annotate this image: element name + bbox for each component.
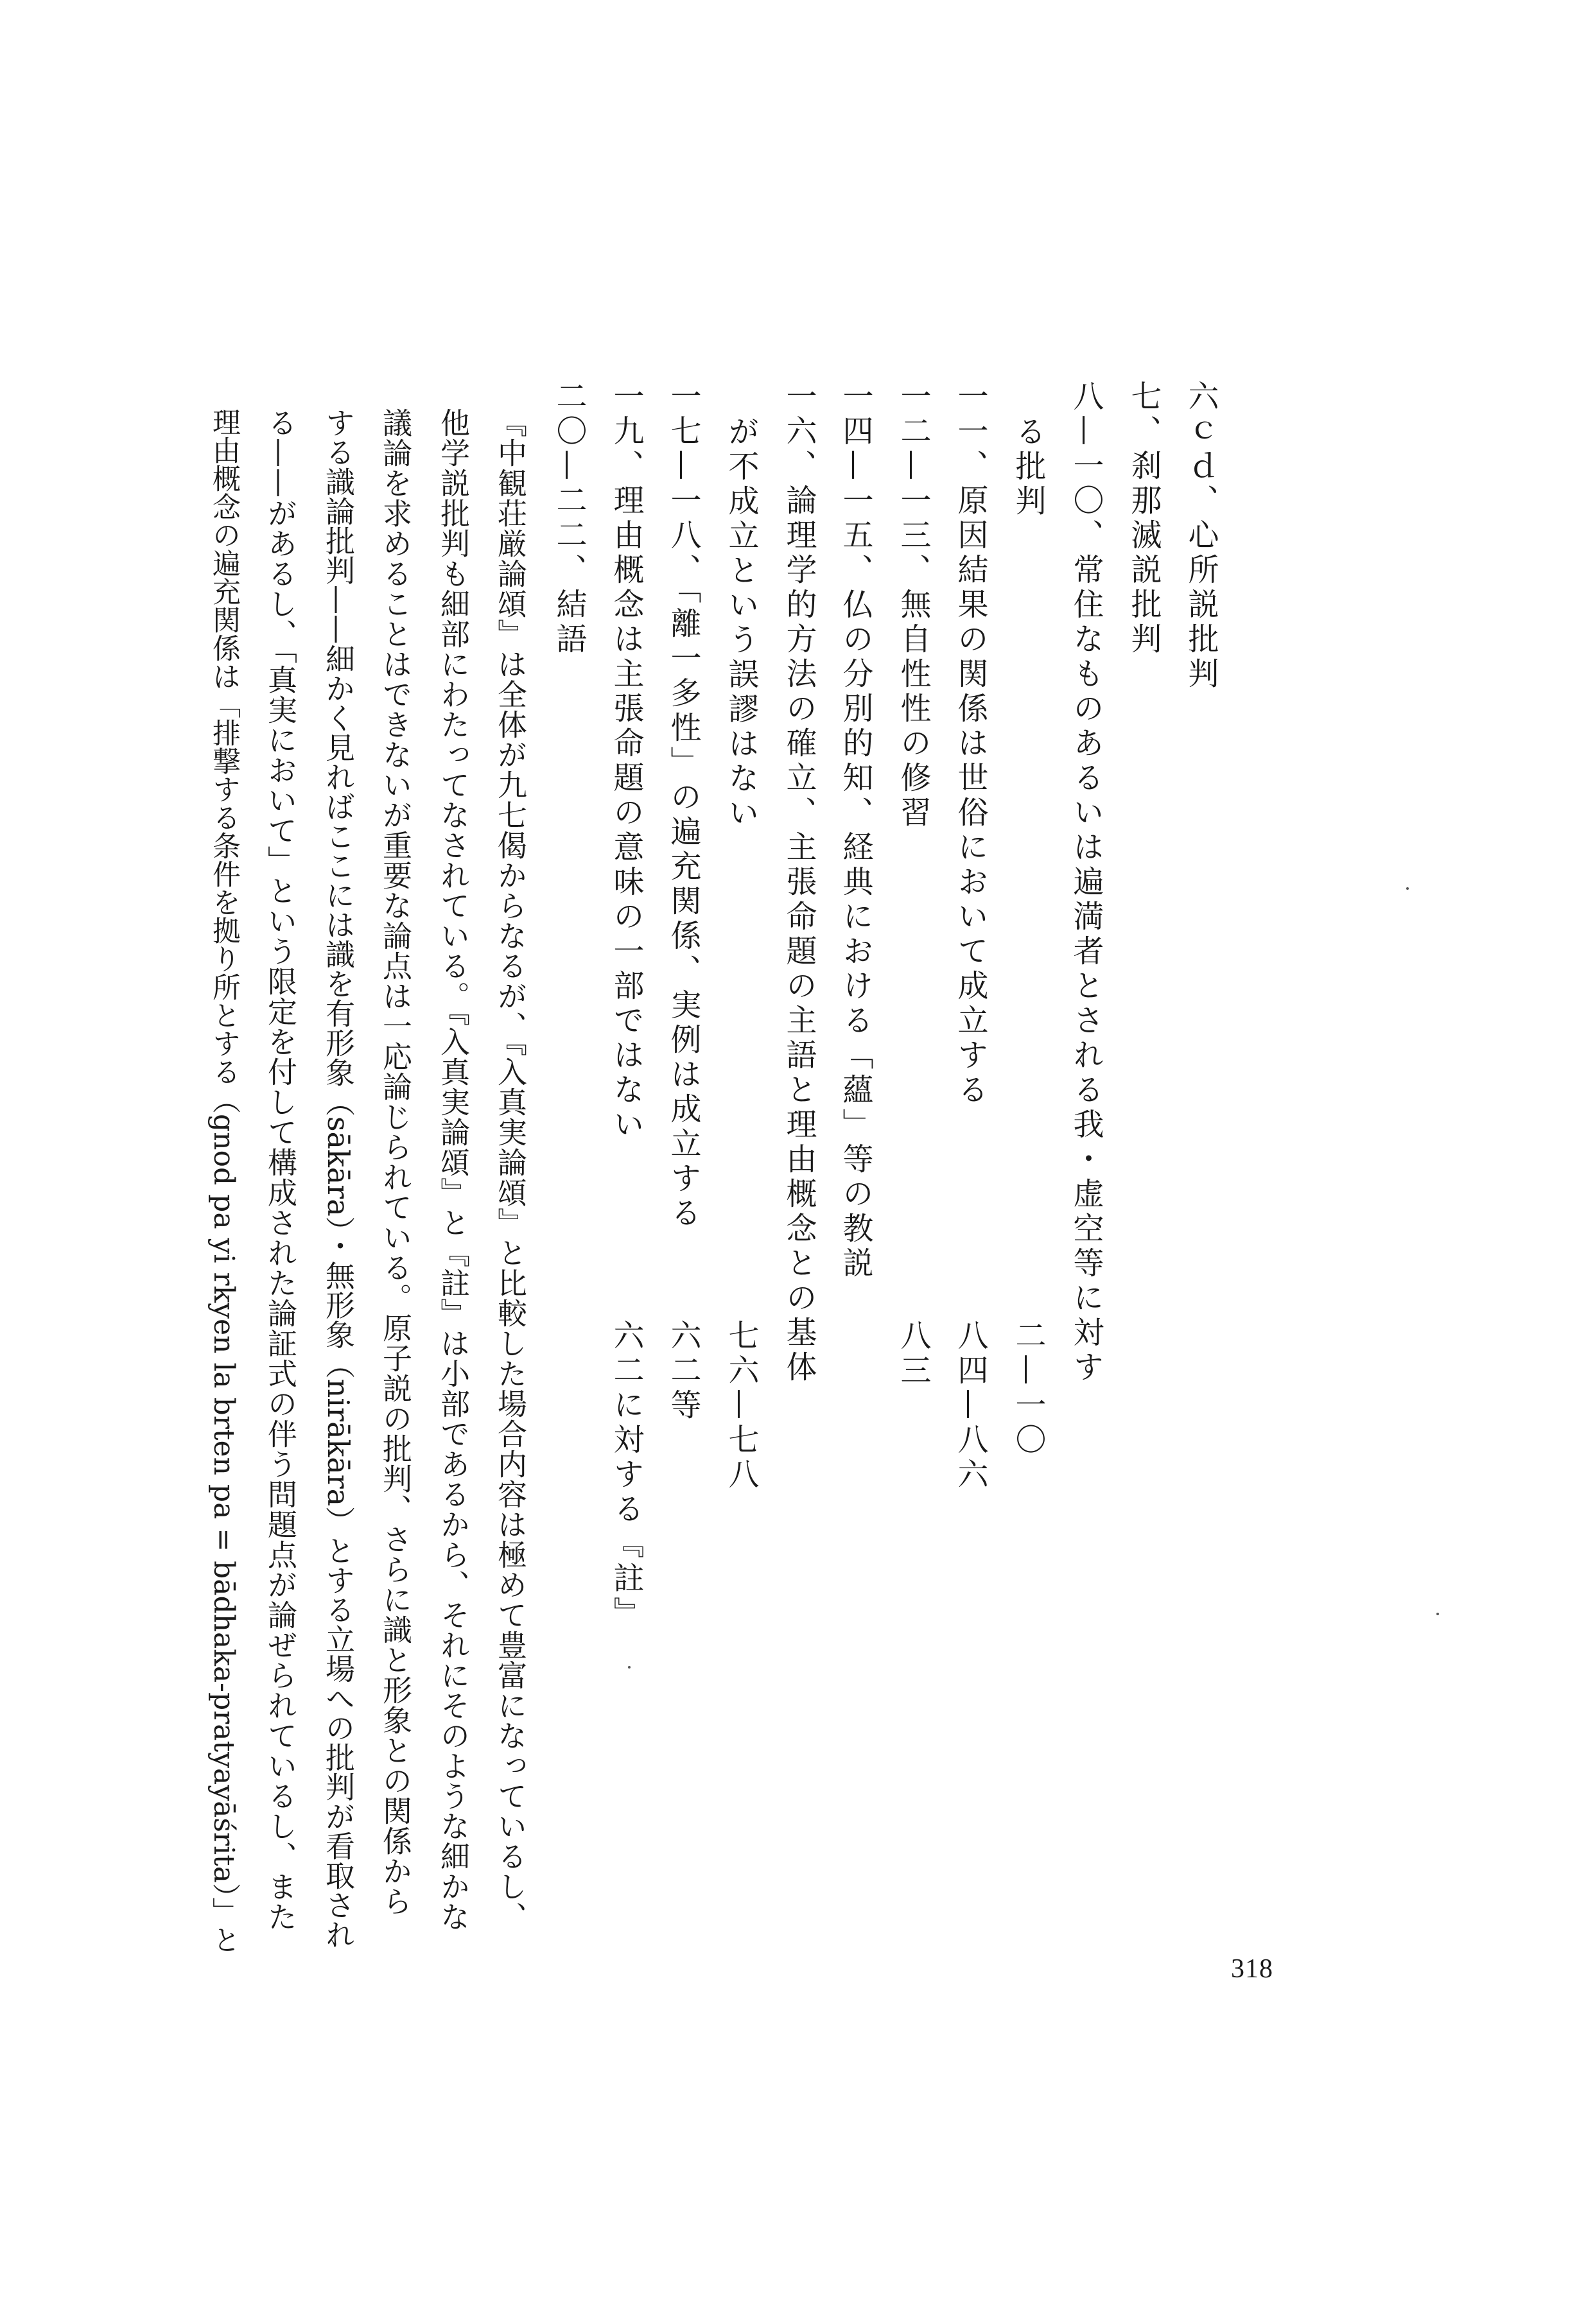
paragraph-line-4: する識論批判——細かく見ればここには識を有形象（sākāra）・無形象（nirākāra）とする立場への批判が看取され	[321, 408, 356, 1950]
toc-entry-1: 六ｃｄ、心所説批判	[1183, 380, 1219, 692]
toc-entry-9: が不成立という誤謬はない	[723, 415, 759, 831]
paragraph-line-6: 理由概念の遍充関係は「排撃する条件を拠り所とする（gnod pa yi rkyen la brten pa = bādhaka-pratyayāśrita）」と	[207, 408, 240, 1954]
toc-entry-11: 一九、理由概念は主張命題の意味の一部ではない	[608, 380, 644, 1143]
toc-entry-7: 一四—一五、仏の分別的知、経典における「蘊」等の教説	[837, 380, 873, 1281]
toc-entry-4: る批判	[1010, 415, 1046, 519]
toc-page-ref-10: 六二等	[665, 1319, 701, 1423]
paragraph-line-1: 『中観荘厳論頌』は全体が九七偈からなるが、『入真実論頌』と比較した場合内容は極めて豊富になっているし、	[493, 408, 528, 1932]
toc-entry-6: 一二—一三、無自性性の修習	[895, 380, 931, 831]
scan-speck	[1406, 887, 1409, 890]
paragraph-line-3: 議論を求めることはできないが重要な論点は一応論じられている。原子説の批判、さらに識と形象との関係から	[378, 408, 413, 1916]
paragraph-line-2: 他学説批判も細部にわたってなされている。『入真実論頌』と『註』は小部であるから、それにそのような細かな	[436, 408, 471, 1932]
toc-page-ref-5: 八四—八六	[952, 1319, 988, 1493]
page-number: 318	[1231, 1954, 1273, 1984]
toc-entry-12: 二〇—二二、結語	[551, 380, 587, 657]
toc-entry-5: 一一、原因結果の関係は世俗において成立する	[952, 380, 988, 1108]
scan-speck	[628, 1666, 631, 1669]
toc-entry-10: 一七—一八、「離一多性」の遍充関係、実例は成立する	[665, 380, 701, 1231]
scan-speck	[1436, 1613, 1439, 1615]
toc-entry-8: 一六、論理学的方法の確立、主張命題の主語と理由概念との基体	[781, 380, 817, 1385]
toc-page-ref-11: 六二に対する『註』	[608, 1319, 644, 1631]
toc-page-ref-6: 八三	[895, 1319, 931, 1389]
paragraph-line-5: る——があるし、「真実において」という限定を付して構成された論証式の伴う問題点が論ぜられているし、また	[263, 408, 298, 1932]
toc-page-ref-4: 二—一〇	[1010, 1319, 1046, 1458]
toc-page-ref-9: 七六—七八	[723, 1319, 759, 1493]
toc-entry-2: 七、刹那滅説批判	[1126, 380, 1162, 657]
toc-entry-3: 八—一〇、常住なものあるいは遍満者とされる我・虚空等に対す	[1068, 380, 1104, 1385]
